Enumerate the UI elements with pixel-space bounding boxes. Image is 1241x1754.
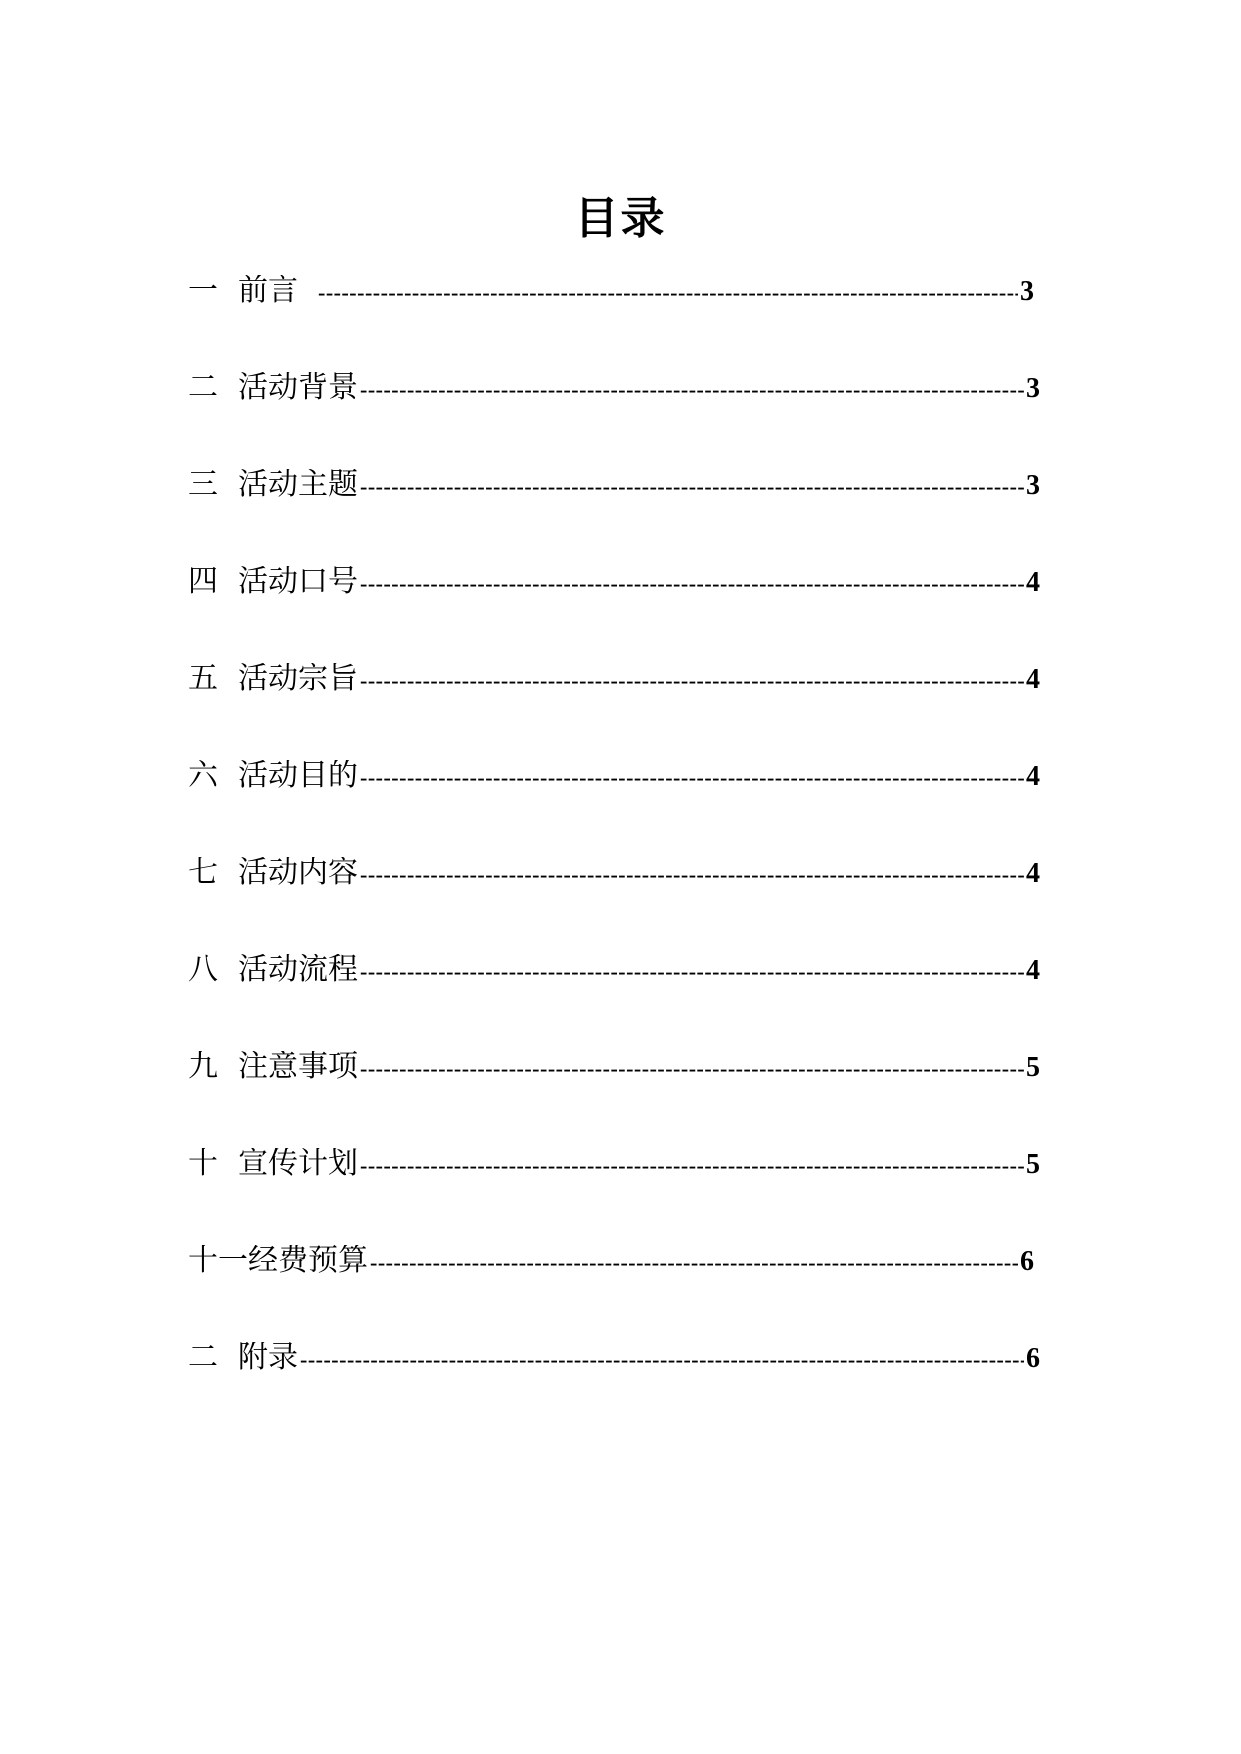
toc-entry-heading [188,954,358,986]
toc-entry-heading [188,857,358,889]
toc-entry-page: 3 [1020,276,1034,307]
toc-dot-leader [358,762,1024,792]
toc-entry[interactable] [188,663,1040,695]
toc-entry-page: 3 [1026,373,1040,404]
toc-entry-number: 一 [188,275,218,307]
toc-entry-number: 二 [188,1342,218,1374]
toc-entry[interactable] [188,954,1040,986]
toc-dot-leader [358,1150,1024,1180]
toc-entry[interactable] [188,275,1040,307]
toc-entry-heading [188,566,358,598]
toc-list [188,275,1040,1439]
toc-entry[interactable] [188,566,1040,598]
toc-entry-page: 4 [1026,955,1040,986]
toc-dot-leader [358,1053,1024,1083]
toc-entry-heading [188,1245,368,1277]
toc-dot-leader [298,277,1018,307]
toc-entry-page: 4 [1026,664,1040,695]
toc-entry-heading [188,1148,358,1180]
toc-entry[interactable] [188,760,1040,792]
toc-entry-number: 七 [188,857,218,889]
toc-dot-leader [358,859,1024,889]
toc-entry[interactable] [188,857,1040,889]
toc-entry-number: 十一 [188,1245,248,1277]
toc-entry-number: 四 [188,566,218,598]
toc-entry[interactable] [188,469,1040,501]
toc-entry-heading [188,469,358,501]
toc-entry-number: 三 [188,469,218,501]
toc-entry-label: 活动流程 [238,954,358,986]
toc-entry[interactable] [188,372,1040,404]
toc-entry-page: 3 [1026,470,1040,501]
toc-entry[interactable] [188,1342,1040,1374]
toc-entry-heading [188,372,358,404]
toc-dot-leader [368,1247,1018,1277]
toc-entry-label: 经费预算 [248,1245,368,1277]
toc-entry-page: 5 [1026,1052,1040,1083]
toc-entry-page: 6 [1020,1246,1034,1277]
toc-entry-label: 活动目的 [238,760,358,792]
toc-dot-leader [298,1344,1024,1374]
toc-entry-label: 活动主题 [238,469,358,501]
toc-entry-label: 注意事项 [238,1051,358,1083]
toc-dot-leader [358,665,1024,695]
toc-entry-number: 十 [188,1148,218,1180]
toc-entry-label: 附录 [238,1342,298,1374]
toc-entry-page: 5 [1026,1149,1040,1180]
toc-title: 目录 [574,193,667,245]
toc-entry[interactable] [188,1148,1040,1180]
toc-entry-label: 前言 [238,275,298,307]
toc-entry-number: 八 [188,954,218,986]
toc-dot-leader [358,956,1024,986]
toc-entry-page: 4 [1026,567,1040,598]
toc-entry-page: 4 [1026,761,1040,792]
toc-entry-page: 6 [1026,1343,1040,1374]
toc-entry-label: 活动内容 [238,857,358,889]
toc-entry-number: 六 [188,760,218,792]
toc-entry-heading [188,275,298,307]
toc-entry-number: 二 [188,372,218,404]
toc-entry[interactable] [188,1245,1040,1277]
toc-entry[interactable] [188,1051,1040,1083]
toc-entry-heading [188,663,358,695]
toc-dot-leader [358,471,1024,501]
toc-entry-number: 九 [188,1051,218,1083]
toc-entry-label: 活动背景 [238,372,358,404]
toc-entry-heading [188,760,358,792]
toc-entry-label: 宣传计划 [238,1148,358,1180]
toc-entry-heading [188,1051,358,1083]
toc-entry-label: 活动口号 [238,566,358,598]
toc-entry-heading [188,1342,298,1374]
toc-dot-leader [358,568,1024,598]
toc-entry-number: 五 [188,663,218,695]
toc-entry-page: 4 [1026,858,1040,889]
toc-dot-leader [358,374,1024,404]
toc-entry-label: 活动宗旨 [238,663,358,695]
